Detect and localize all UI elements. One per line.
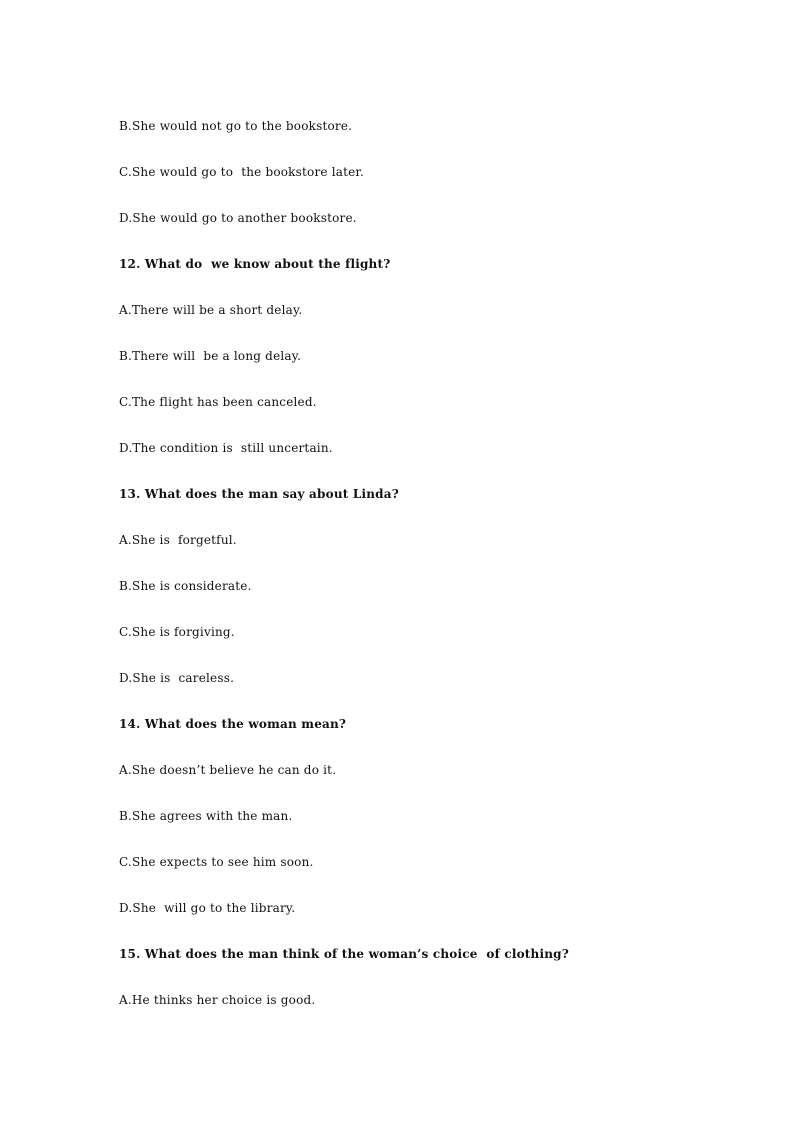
option-13-a: A.She is forgetful. xyxy=(119,533,237,547)
question-15: 15. What does the man think of the woman’s choice of clothing? xyxy=(119,947,569,961)
option-12-b: B.There will be a long delay. xyxy=(119,349,302,363)
option-14-b: B.She agrees with the man. xyxy=(119,809,293,823)
option-11-b: B.She would not go to the bookstore. xyxy=(119,119,353,133)
option-12-c: C.The flight has been canceled. xyxy=(119,395,317,409)
question-13: 13. What does the man say about Linda? xyxy=(119,487,399,501)
option-14-d: D.She will go to the library. xyxy=(119,901,296,915)
option-11-d: D.She would go to another bookstore. xyxy=(119,211,357,225)
option-12-a: A.There will be a short delay. xyxy=(119,303,303,317)
option-13-c: C.She is forgiving. xyxy=(119,625,235,639)
option-12-d: D.The condition is still uncertain. xyxy=(119,441,333,455)
option-13-d: D.She is careless. xyxy=(119,671,235,685)
option-11-c: C.She would go to the bookstore later. xyxy=(119,165,365,179)
option-14-a: A.She doesn’t believe he can do it. xyxy=(119,763,337,777)
option-15-a: A.He thinks her choice is good. xyxy=(119,993,316,1007)
question-12: 12. What do we know about the flight? xyxy=(119,257,391,271)
question-14: 14. What does the woman mean? xyxy=(119,717,347,731)
option-14-c: C.She expects to see him soon. xyxy=(119,855,314,869)
option-13-b: B.She is considerate. xyxy=(119,579,252,593)
